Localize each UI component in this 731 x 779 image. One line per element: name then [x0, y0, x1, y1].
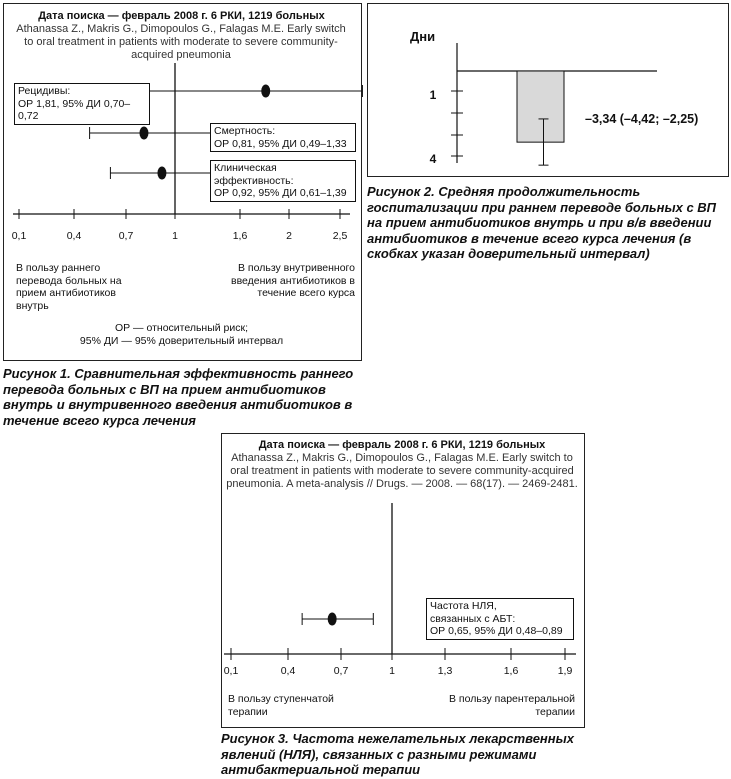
- x-tick-label-4: 1,6: [232, 230, 248, 242]
- figure1-legend-line2: 95% ДИ — 95% доверительный интервал: [79, 335, 284, 347]
- x-tick-label-3: 1: [172, 230, 178, 242]
- x-tick-label-1: 0,4: [280, 665, 296, 677]
- figure1-caption: Рисунок 1. Сравнительная эффективность раннего перевода больных с ВП на прием антибиотиков внутрь и внутривенного введения антибиотиков в течение всего курса лечения: [3, 366, 354, 428]
- figure3-label-adverse-events: [426, 598, 574, 640]
- adverse-stats: ОР 0,65, 95% ДИ 0,48–0,89: [430, 625, 563, 637]
- efficacy-title: Клиническая: [214, 162, 277, 174]
- figure2-caption: Рисунок 2. Средняя продолжительность госпитализации при раннем переводе больных с ВП на прием антибиотиков внутрь и при в/в введении антибиотиков в течение всего курса лечения (в скобках указан доверительный интервал): [367, 184, 717, 261]
- relapses-stats: ОР 1,81, 95% ДИ 0,70–0,72: [18, 97, 131, 122]
- x-tick-label-2: 0,7: [333, 665, 349, 677]
- mortality-stats: ОР 0,81, 95% ДИ 0,49–1,33: [214, 137, 347, 150]
- x-tick-label-4: 1,3: [437, 665, 453, 677]
- point-estimate-2: [157, 167, 166, 180]
- figure3-citation: Athanassa Z., Makris G., Dimopoulos G., Falagas M.E. Early switch to oral treatment in patients with moderate to severe community-acquired pneumonia. A meta-analysis // Drugs. — 2008. — 68(17). — 2469-2481.: [226, 452, 578, 490]
- y-tick-label-0: 1: [429, 88, 437, 102]
- x-tick-label-3: 1: [389, 665, 395, 677]
- figure1-label-efficacy: [210, 160, 356, 202]
- x-tick-label-0: 0,1: [11, 230, 27, 242]
- y-tick-label-1: 4: [429, 152, 437, 166]
- figure3-caption: Рисунок 3. Частота нежелательных лекарственных явлений (НЛЯ), связанных с разными режимами антибактериальной терапии: [221, 731, 574, 777]
- figure3-forest-plot: [221, 433, 583, 726]
- figure1-search-line: Дата поиска — февраль 2008 г. 6 РКИ, 1219 больных: [38, 10, 325, 22]
- point-estimate-0: [261, 85, 270, 98]
- x-tick-label-1: 0,4: [66, 230, 82, 242]
- figure3-search-line: Дата поиска — февраль 2008 г. 6 РКИ, 1219 больных: [258, 439, 546, 451]
- efficacy-stats: ОР 0,92, 95% ДИ 0,61–1,39: [214, 187, 347, 199]
- x-tick-label-5: 1,6: [503, 665, 519, 677]
- adverse-title: Частота НЛЯ,: [430, 600, 497, 612]
- figure1-right-note: В пользу внутривенного введения антибиотиков в течение всего курса: [231, 262, 355, 299]
- figure2-y-title: Дни: [410, 29, 436, 44]
- x-tick-label-2: 0,7: [118, 230, 134, 242]
- relapses-title: Рецидивы:: [18, 85, 71, 97]
- figure1-legend-line1: ОР — относительный риск;: [114, 322, 249, 334]
- x-tick-label-5: 2: [286, 230, 292, 242]
- figure1-left-note: В пользу раннего перевода больных на прием антибиотиков внутрь: [16, 262, 122, 312]
- bar: [517, 71, 564, 142]
- figure3-left-note: В пользу ступенчатой терапии: [228, 693, 334, 718]
- figure1-citation: Athanassa Z., Makris G., Dimopoulos G., Falagas M.E. Early switch to oral treatment in patients with moderate to severe community-acquired pneumonia: [16, 23, 346, 61]
- x-tick-label-6: 1,9: [557, 665, 573, 677]
- figure3-right-note: В пользу парентеральной терапии: [449, 693, 575, 718]
- figure1-label-mortality: [210, 123, 356, 152]
- figure2-annotation: –3,34 (–4,42; –2,25): [585, 112, 699, 126]
- point-estimate-0: [328, 613, 337, 626]
- x-tick-label-0: 0,1: [223, 665, 239, 677]
- figure1-label-relapses: [14, 83, 150, 125]
- x-tick-label-6: 2,5: [332, 230, 348, 242]
- mortality-title: Смертность:: [214, 125, 276, 137]
- adverse-title-2: связанных с АБТ:: [430, 612, 516, 625]
- efficacy-title-2: эффективность:: [214, 174, 294, 187]
- point-estimate-1: [139, 127, 148, 140]
